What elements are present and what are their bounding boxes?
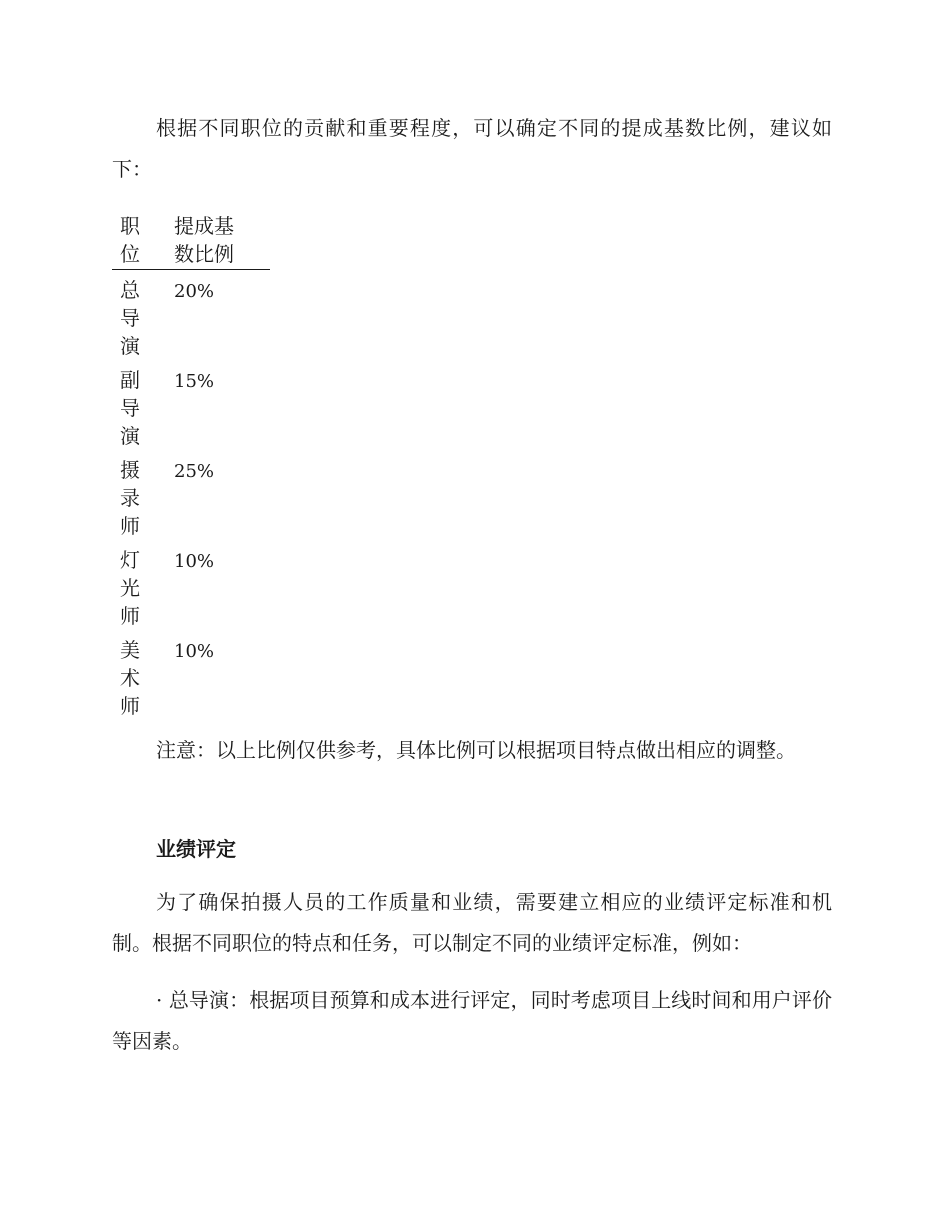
- section-heading: 业绩评定: [156, 837, 236, 861]
- header-ratio: 提成基数比例: [151, 212, 270, 270]
- cell-role: 美术师: [120, 638, 140, 718]
- cell-role: 灯光师: [120, 548, 140, 628]
- cell-ratio: 20%: [174, 281, 215, 302]
- bullet-item: · 总导演：根据项目预算和成本进行评定，同时考虑项目上线时间和用户评价等因素。: [112, 988, 832, 1053]
- cell-ratio: 25%: [174, 461, 215, 482]
- table-row: [112, 360, 270, 450]
- commission-ratio-table: [112, 212, 270, 720]
- cell-ratio: 10%: [174, 551, 215, 572]
- intro-paragraph: 根据不同职位的贡献和重要程度，可以确定不同的提成基数比例，建议如下：: [112, 116, 832, 181]
- table-header-row: [112, 212, 270, 270]
- table-row: [112, 270, 270, 361]
- header-role: 职位: [112, 212, 151, 270]
- table-row: [112, 540, 270, 630]
- evaluation-paragraph: 为了确保拍摄人员的工作质量和业绩，需要建立相应的业绩评定标准和机制。根据不同职位的特点和任务，可以制定不同的业绩评定标准，例如：: [112, 890, 832, 955]
- table-row: [112, 630, 270, 720]
- table-row: [112, 450, 270, 540]
- cell-ratio: 15%: [174, 371, 215, 392]
- cell-role: 总导演: [120, 278, 140, 358]
- note-paragraph: 注意：以上比例仅供参考，具体比例可以根据项目特点做出相应的调整。: [156, 738, 796, 762]
- cell-role: 摄录师: [120, 458, 140, 538]
- cell-role: 副导演: [120, 368, 140, 448]
- cell-ratio: 10%: [174, 641, 215, 662]
